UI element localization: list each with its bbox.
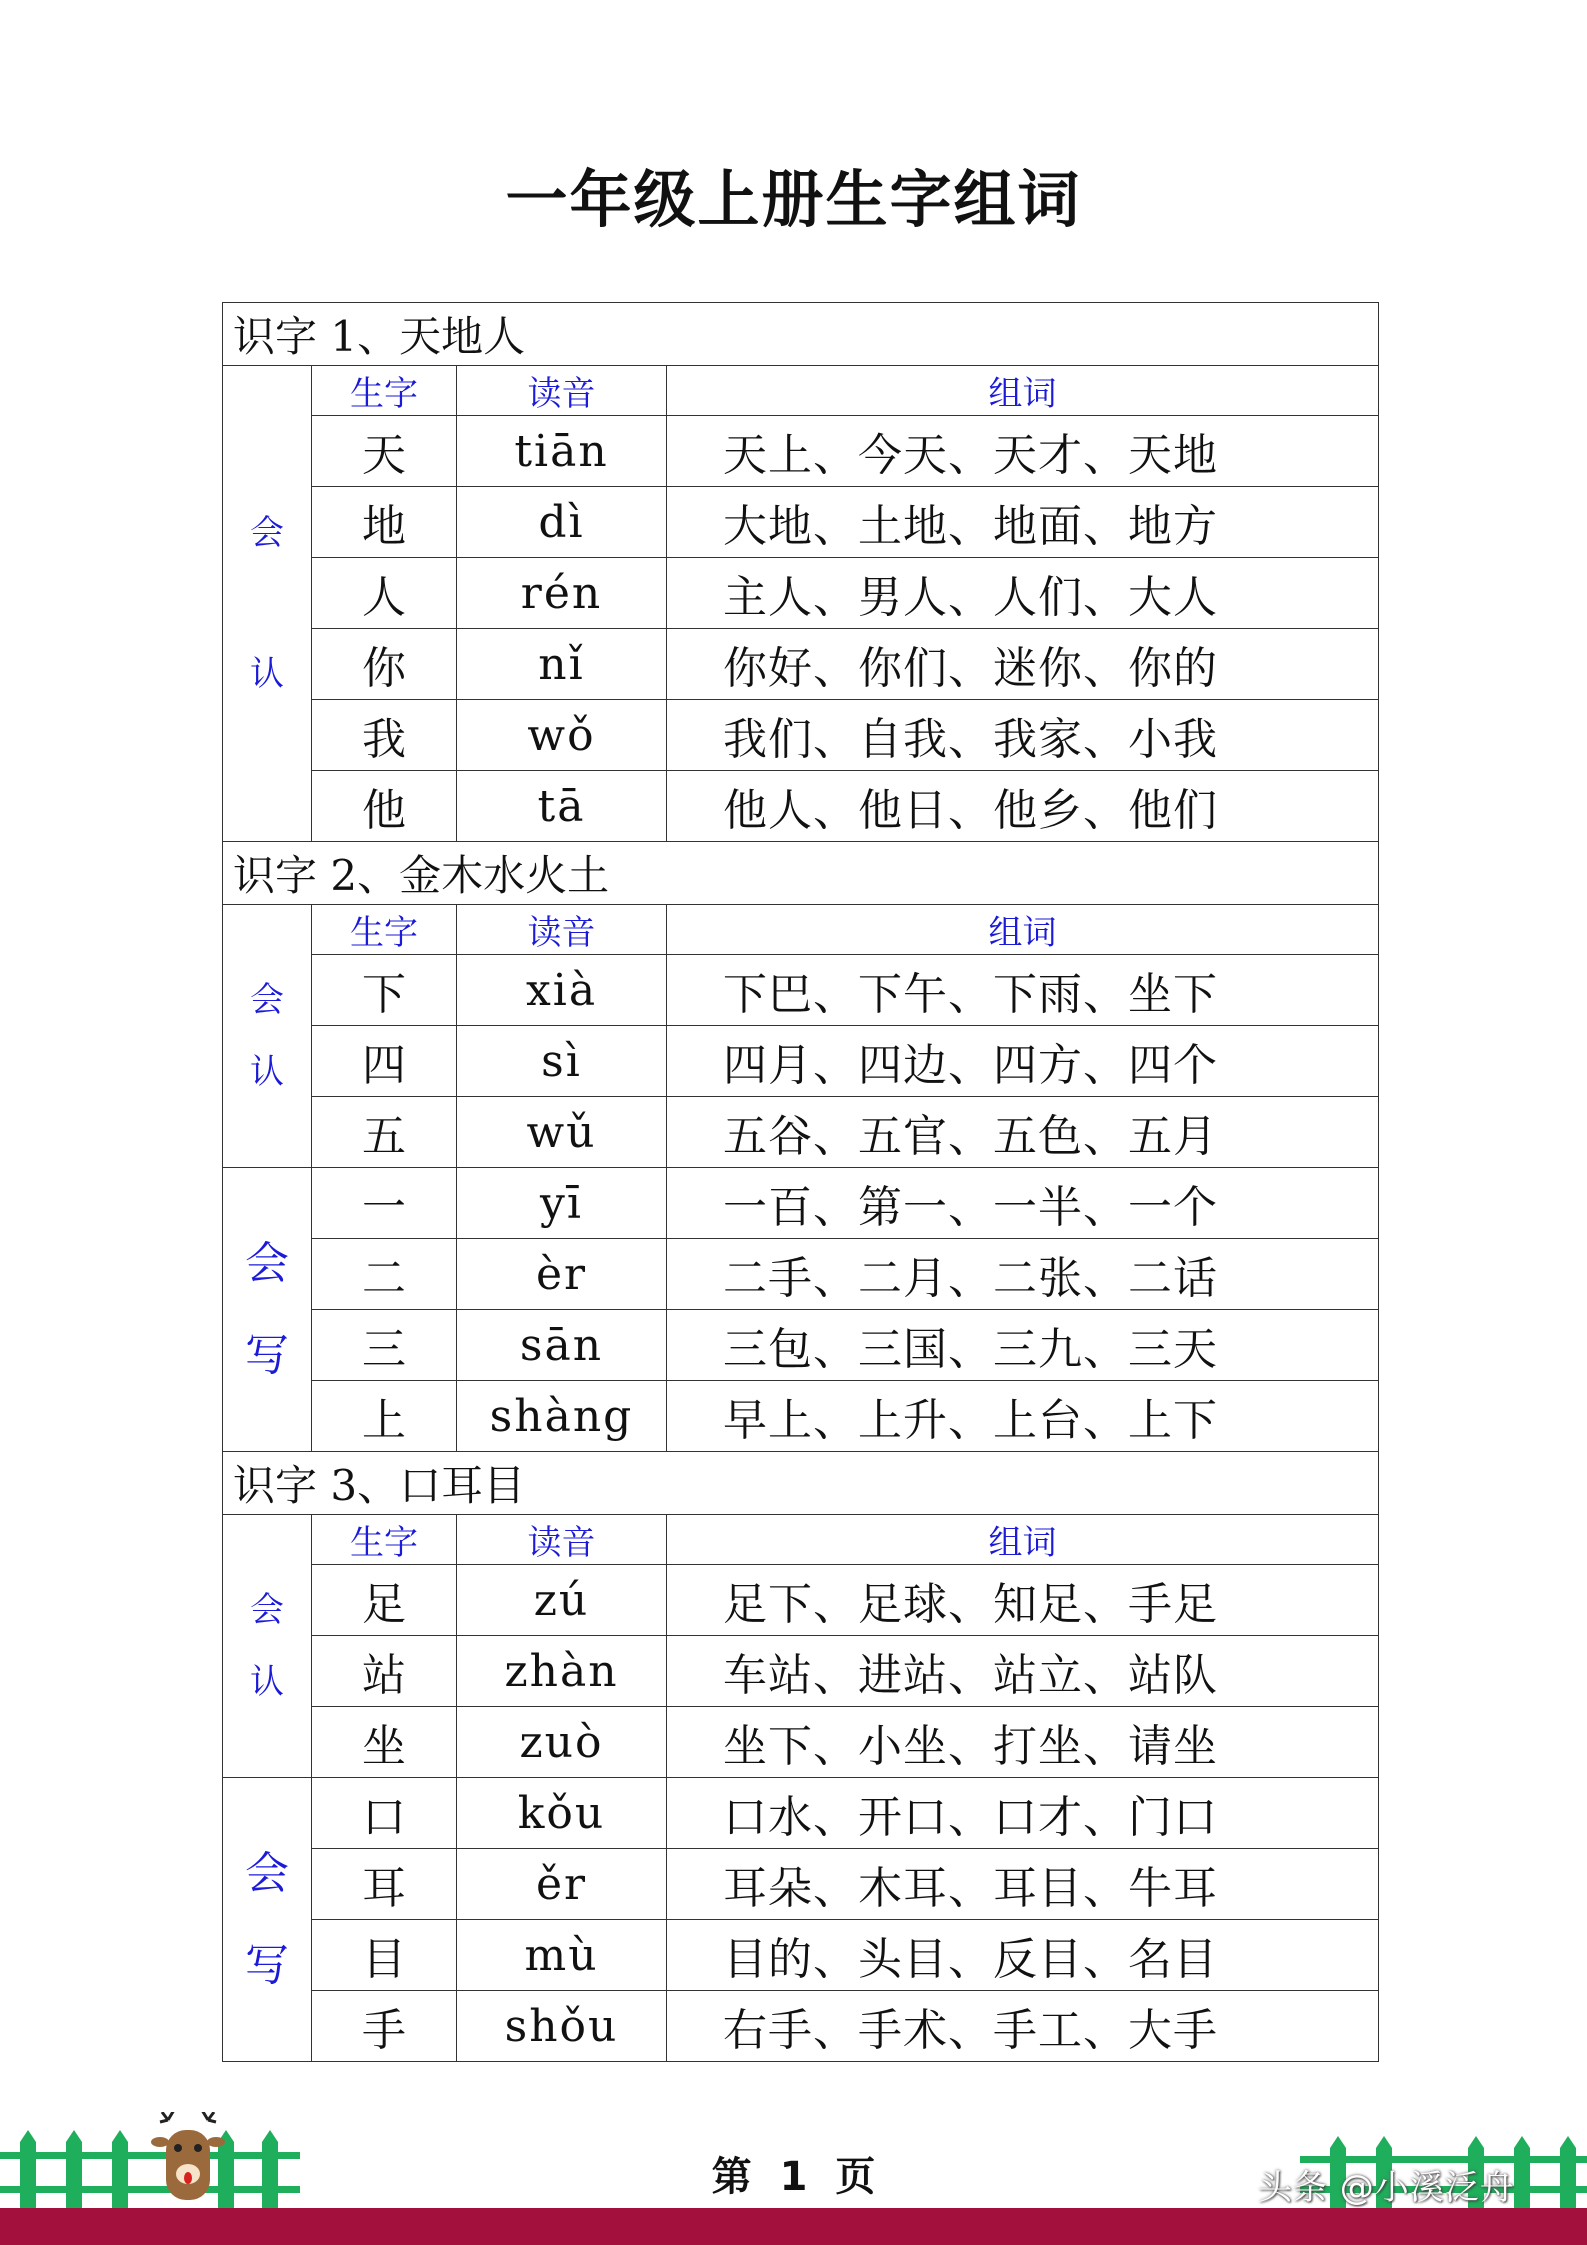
column-header-pinyin: 读音 (457, 366, 667, 416)
words-cell: 四月、四边、四方、四个 (667, 1026, 1379, 1097)
char-cell: 下 (312, 955, 457, 1026)
char-cell: 三 (312, 1310, 457, 1381)
lesson-title: 识字 2、金木水火土 (223, 842, 1379, 905)
lesson-title: 识字 3、口耳目 (223, 1452, 1379, 1515)
column-header-char: 生字 (312, 366, 457, 416)
lesson-header-row (223, 303, 1379, 366)
group-label (223, 905, 312, 1168)
words-cell: 五谷、五官、五色、五月 (667, 1097, 1379, 1168)
pinyin-cell: nǐ (457, 629, 667, 700)
words-cell: 车站、进站、站立、站队 (667, 1636, 1379, 1707)
words-cell: 三包、三国、三九、三天 (667, 1310, 1379, 1381)
words-cell: 右手、手术、手工、大手 (667, 1991, 1379, 2062)
page-number-value: 1 (779, 2154, 808, 2200)
page-prefix: 第 (711, 2154, 752, 2200)
table-row (223, 1849, 1379, 1920)
table-row (223, 1239, 1379, 1310)
pinyin-cell: mù (457, 1920, 667, 1991)
char-cell: 地 (312, 487, 457, 558)
table-row (223, 1920, 1379, 1991)
table-row (223, 1026, 1379, 1097)
table-row (223, 955, 1379, 1026)
words-cell: 耳朵、木耳、耳目、牛耳 (667, 1849, 1379, 1920)
table-row (223, 1097, 1379, 1168)
lesson-header-row (223, 1452, 1379, 1515)
pinyin-cell: ěr (457, 1849, 667, 1920)
table-row (223, 771, 1379, 842)
group-label-bottom: 认 (250, 1052, 284, 1092)
group-label-top: 会 (250, 1589, 284, 1630)
group-label (223, 1515, 312, 1778)
column-header-words: 组词 (667, 905, 1379, 955)
char-cell: 我 (312, 700, 457, 771)
char-cell: 上 (312, 1381, 457, 1452)
words-cell: 口水、开口、口才、门口 (667, 1778, 1379, 1849)
pinyin-cell: sān (457, 1310, 667, 1381)
table-row (223, 1565, 1379, 1636)
pinyin-cell: zuò (457, 1707, 667, 1778)
words-cell: 大地、土地、地面、地方 (667, 487, 1379, 558)
words-cell: 二手、二月、二张、二话 (667, 1239, 1379, 1310)
words-cell: 目的、头目、反目、名目 (667, 1920, 1379, 1991)
page-title: 一年级上册生字组词 (505, 163, 1082, 236)
table-row (223, 1310, 1379, 1381)
group-label-top: 会 (250, 979, 284, 1020)
group-label-bottom: 写 (245, 1329, 289, 1381)
column-header-char: 生字 (312, 1515, 457, 1565)
page-suffix: 页 (835, 2154, 876, 2200)
table-row (223, 1991, 1379, 2062)
table-row (223, 416, 1379, 487)
table-row (223, 487, 1379, 558)
pinyin-cell: zú (457, 1565, 667, 1636)
words-cell: 天上、今天、天才、天地 (667, 416, 1379, 487)
pinyin-cell: sì (457, 1026, 667, 1097)
watermark: 头条 @小溪泛舟 (1258, 2168, 1515, 2208)
table-row (223, 1168, 1379, 1239)
group-label-bottom: 写 (245, 1939, 289, 1991)
group-label-top: 会 (245, 1848, 289, 1900)
char-cell: 足 (312, 1565, 457, 1636)
pinyin-cell: shǒu (457, 1991, 667, 2062)
group-label (223, 366, 312, 842)
lesson-header-row (223, 842, 1379, 905)
char-cell: 他 (312, 771, 457, 842)
column-header-row (223, 366, 1379, 416)
char-cell: 天 (312, 416, 457, 487)
pinyin-cell: shàng (457, 1381, 667, 1452)
group-label-bottom: 认 (250, 653, 284, 694)
words-cell: 他人、他日、他乡、他们 (667, 771, 1379, 842)
lesson-title: 识字 1、天地人 (223, 303, 1379, 366)
words-cell: 主人、男人、人们、大人 (667, 558, 1379, 629)
footer-bar (0, 2208, 1587, 2245)
char-cell: 口 (312, 1778, 457, 1849)
column-header-row (223, 1515, 1379, 1565)
char-cell: 五 (312, 1097, 457, 1168)
char-cell: 四 (312, 1026, 457, 1097)
char-cell: 耳 (312, 1849, 457, 1920)
char-cell: 人 (312, 558, 457, 629)
pinyin-cell: tiān (457, 416, 667, 487)
char-cell: 二 (312, 1239, 457, 1310)
words-cell: 坐下、小坐、打坐、请坐 (667, 1707, 1379, 1778)
table-row (223, 558, 1379, 629)
column-header-words: 组词 (667, 366, 1379, 416)
char-cell: 目 (312, 1920, 457, 1991)
pinyin-cell: kǒu (457, 1778, 667, 1849)
words-cell: 我们、自我、我家、小我 (667, 700, 1379, 771)
words-cell: 一百、第一、一半、一个 (667, 1168, 1379, 1239)
group-label-bottom: 认 (250, 1662, 284, 1702)
table-row (223, 1636, 1379, 1707)
table-row (223, 700, 1379, 771)
pinyin-cell: wǔ (457, 1097, 667, 1168)
pinyin-cell: èr (457, 1239, 667, 1310)
group-label (223, 1778, 312, 2062)
table-row (223, 629, 1379, 700)
group-label (223, 1168, 312, 1452)
group-label-top: 会 (250, 513, 284, 554)
column-header-pinyin: 读音 (457, 1515, 667, 1565)
pinyin-cell: wǒ (457, 700, 667, 771)
group-label-top: 会 (245, 1238, 289, 1290)
column-header-row (223, 905, 1379, 955)
pinyin-cell: tā (457, 771, 667, 842)
table-row (223, 1778, 1379, 1849)
column-header-char: 生字 (312, 905, 457, 955)
pinyin-cell: dì (457, 487, 667, 558)
char-cell: 一 (312, 1168, 457, 1239)
pinyin-cell: rén (457, 558, 667, 629)
words-cell: 足下、足球、知足、手足 (667, 1565, 1379, 1636)
table-row (223, 1707, 1379, 1778)
words-cell: 你好、你们、迷你、你的 (667, 629, 1379, 700)
column-header-pinyin: 读音 (457, 905, 667, 955)
pinyin-cell: zhàn (457, 1636, 667, 1707)
table-row (223, 1381, 1379, 1452)
char-cell: 你 (312, 629, 457, 700)
words-cell: 早上、上升、上台、上下 (667, 1381, 1379, 1452)
char-cell: 站 (312, 1636, 457, 1707)
char-cell: 坐 (312, 1707, 457, 1778)
pinyin-cell: yī (457, 1168, 667, 1239)
column-header-words: 组词 (667, 1515, 1379, 1565)
char-cell: 手 (312, 1991, 457, 2062)
words-cell: 下巴、下午、下雨、坐下 (667, 955, 1379, 1026)
vocabulary-table (222, 302, 1379, 2062)
pinyin-cell: xià (457, 955, 667, 1026)
